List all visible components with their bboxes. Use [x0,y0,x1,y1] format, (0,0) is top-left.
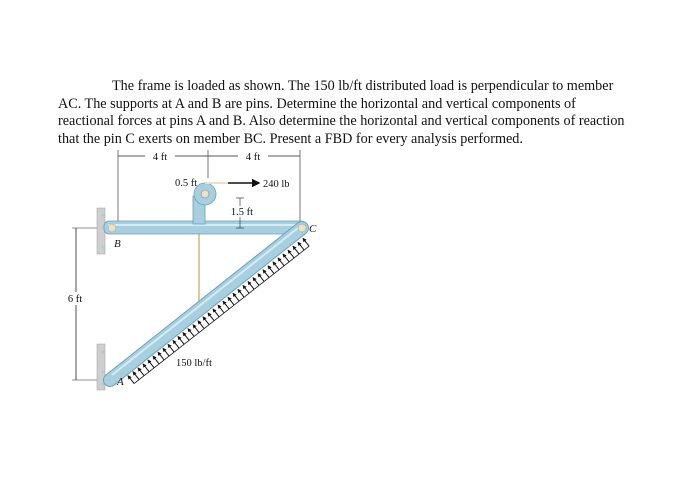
load-arrow [268,266,274,274]
load-arrow [288,250,294,258]
load-arrow [213,309,219,317]
load-arrow [238,289,244,297]
dim-height-label: 6 ft [67,294,83,305]
problem-line-3: reactional forces at pins A and B. Also determine the horizontal and vertical components of reaction [58,113,625,130]
load-baseline [134,246,309,383]
load-arrow [133,372,139,380]
member-ac [110,224,306,380]
load-arrow [293,246,299,254]
load-arrow [248,281,254,289]
force-240lb [228,179,290,190]
load-arrow [198,321,204,329]
wall-support-b [97,208,105,254]
distributed-load-label: 150 lb/ft [176,358,212,369]
load-arrow [253,278,259,286]
load-arrow [278,258,284,266]
problem-line-2: AC. The supports at A and B are pins. Determine the horizontal and vertical components of [58,95,576,112]
pulley-radius-label: 0.5 ft [175,178,198,189]
problem-line-4: that the pin C exerts on member BC. Present a FBD for every analysis performed. [58,130,523,147]
load-arrow [128,376,134,384]
point-b-label: B [114,238,121,250]
load-arrow [258,274,264,282]
height-dimension [62,228,100,380]
hang-height-label: 1.5 ft [230,207,254,218]
load-arrow [178,336,184,344]
pulley [193,183,228,224]
load-arrow [163,348,169,356]
point-c-label: C [309,223,317,235]
load-arrow [298,242,304,250]
load-arrow [303,238,309,246]
load-arrow [143,364,149,372]
load-arrow [233,293,239,301]
load-arrow [283,254,289,262]
load-arrow [168,344,174,352]
load-arrow [173,340,179,348]
load-arrow [153,356,159,364]
load-arrow [208,313,214,321]
distributed-load [128,238,309,383]
load-arrow [183,332,189,340]
load-arrow [158,352,164,360]
load-arrow [243,285,249,293]
load-arrow [203,317,209,325]
dim-right-span-label: 4 ft [245,152,261,163]
load-arrow [188,329,194,337]
load-arrow [228,297,234,305]
load-arrow [138,368,144,376]
load-arrow [263,270,269,278]
load-arrow [223,301,229,309]
force-label: 240 lb [263,179,290,190]
load-arrow [218,305,224,313]
load-arrow [193,325,199,333]
problem-line-1: The frame is loaded as shown. The 150 lb/ft distributed load is perpendicular to member [112,78,614,94]
load-arrow [273,262,279,270]
load-arrow [148,360,154,368]
point-a-label: A [117,376,124,388]
dim-left-span-label: 4 ft [152,152,168,163]
